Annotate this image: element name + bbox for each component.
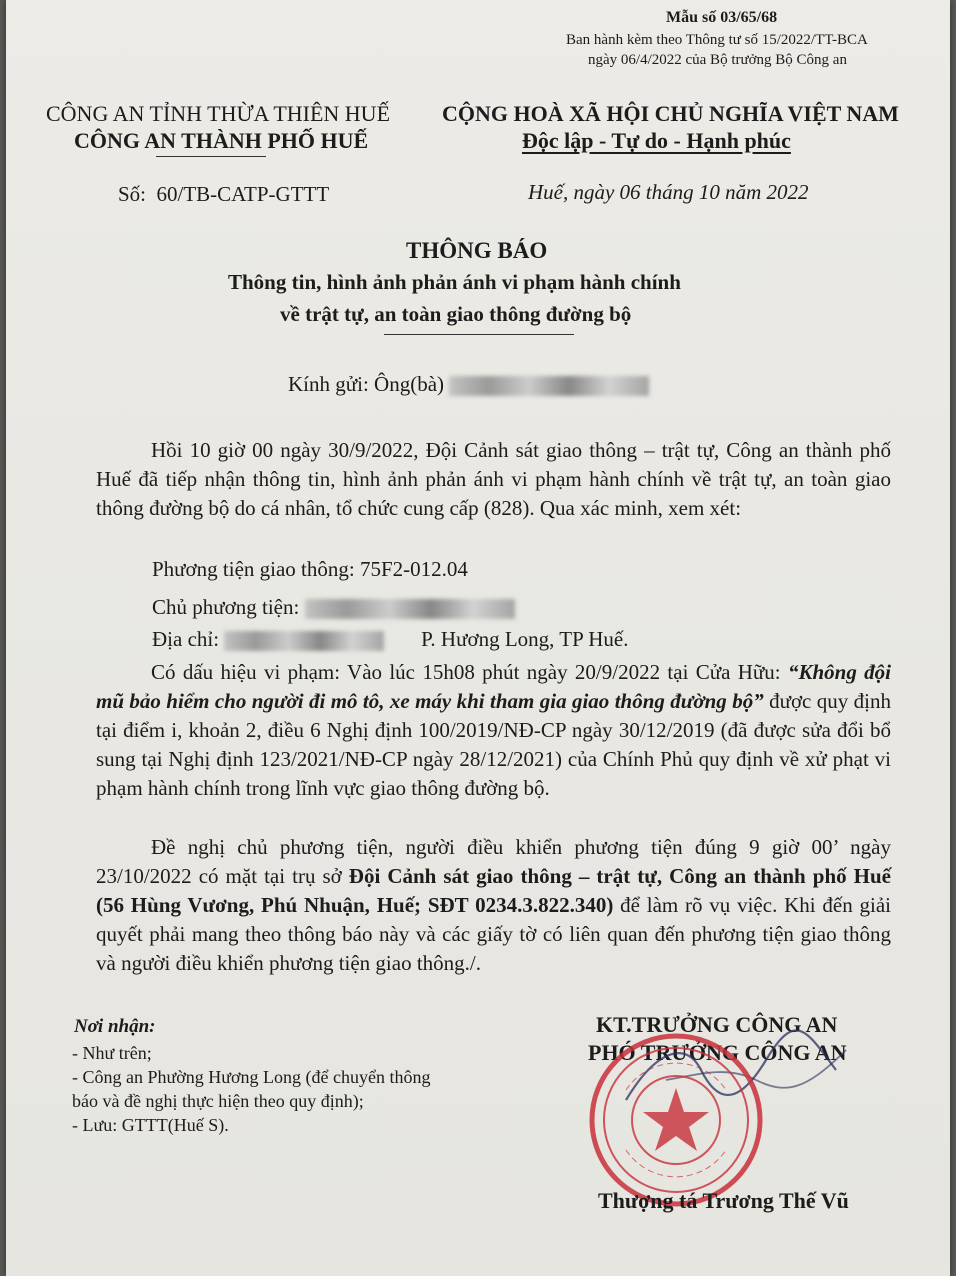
document-number [118, 180, 329, 209]
recipient-3: - Lưu: GTTT(Huế S). [72, 1115, 229, 1135]
paragraph-request [96, 833, 891, 978]
doc-title: THÔNG BÁO [406, 238, 548, 263]
recipients-title: Nơi nhận: [74, 1016, 156, 1037]
place-date: Huế, ngày 06 tháng 10 năm 2022 [528, 180, 809, 204]
request-part1: Đề nghị chủ phương tiện, người điều khiển phương tiện đúng 9 giờ 00’ ngày 23/10/2022 có mặt tại trụ sở [96, 835, 891, 888]
recipient-2b: báo và đề nghị thực hiện theo quy định); [72, 1091, 364, 1111]
greeting-label: Kính gửi: Ông(bà) [288, 372, 445, 396]
owner-label: Chủ phương tiện: [152, 595, 300, 619]
agency-line1: CÔNG AN TỈNH THỪA THIÊN HUẾ [46, 101, 391, 126]
redacted-name [449, 376, 649, 396]
signature-line1: KT.TRƯỞNG CÔNG AN [596, 1012, 838, 1037]
number-value: 60/TB-CATP-GTTT [156, 182, 330, 206]
number-label: Số: [118, 182, 147, 206]
form-number: Mẫu số 03/65/68 [666, 9, 778, 26]
official-seal-stamp [586, 1030, 766, 1210]
violation-intro: Có dấu hiệu vi phạm: Vào lúc 15h08 phút ngày 20/9/2022 tại Cửa Hữu: [151, 660, 781, 684]
signer-name: Thượng tá Trương Thế Vũ [598, 1188, 849, 1213]
request-office: Đội Cảnh sát giao thông – trật tự, Công an thành phố Huế (56 Hùng Vương, Phú Nhuận, Huế; SĐT 0234.3.822.340) [96, 864, 891, 917]
address-line [152, 625, 628, 654]
document-page [6, 0, 950, 1276]
address-label: Địa chỉ: [152, 627, 220, 651]
doc-subtitle1: Thông tin, hình ảnh phản ánh vi phạm hành chính [228, 270, 681, 294]
address-value: P. Hương Long, TP Huế. [421, 627, 629, 651]
request-part2: để làm rõ vụ việc. Khi đến giải quyết phải mang theo thông báo này và các giấy tờ có liên quan đến phương tiện giao thông và người điều khiển phương tiện giao thông./. [96, 893, 891, 975]
form-issued-with: Ban hành kèm theo Thông tư số 15/2022/TT-BCA [566, 32, 868, 48]
recipient-1: - Như trên; [72, 1043, 152, 1063]
nation-motto: Độc lập - Tự do - Hạnh phúc [522, 128, 791, 153]
redacted-owner [305, 599, 515, 619]
recipient-2a: - Công an Phường Hương Long (để chuyển thông [72, 1067, 431, 1087]
violation-quote: “Không đội mũ bảo hiểm cho người đi mô tô, xe máy khi tham gia giao thông đường bộ” [96, 660, 892, 713]
owner-line [152, 593, 515, 622]
paragraph-violation [96, 658, 891, 803]
nation-line1: CỘNG HOÀ XÃ HỘI CHỦ NGHĨA VIỆT NAM [442, 101, 899, 126]
doc-subtitle2: về trật tự, an toàn giao thông đường bộ [280, 302, 632, 326]
agency-line2: CÔNG AN THÀNH PHỐ HUẾ [74, 128, 369, 153]
title-underline [384, 334, 574, 335]
paragraph-intro: Hồi 10 giờ 00 ngày 30/9/2022, Đội Cảnh sát giao thông – trật tự, Công an thành phố Huế đã tiếp nhận thông tin, hình ảnh phản ánh vi phạm hành chính về trật tự, an toàn giao thông đường bộ do cá nhân, tổ chức cung cấp (828). Qua xác minh, xem xét: [96, 438, 891, 520]
redacted-address [224, 631, 384, 651]
signature-line2: PHÓ TRƯỞNG CÔNG AN [588, 1040, 847, 1065]
agency-underline [156, 156, 266, 157]
vehicle-line: Phương tiện giao thông: 75F2-012.04 [152, 557, 468, 581]
form-issued-date: ngày 06/4/2022 của Bộ trưởng Bộ Công an [588, 52, 847, 68]
violation-rest: được quy định tại điểm i, khoản 2, điều 6 Nghị định 100/2019/NĐ-CP ngày 30/12/2019 (đã được sửa đổi bổ sung tại Nghị định 123/2021/NĐ-CP ngày 28/12/2021) của Chính Phủ quy định về xử phạt vi phạm hành chính trong lĩnh vực giao thông đường bộ. [96, 689, 891, 800]
greeting [288, 370, 649, 399]
